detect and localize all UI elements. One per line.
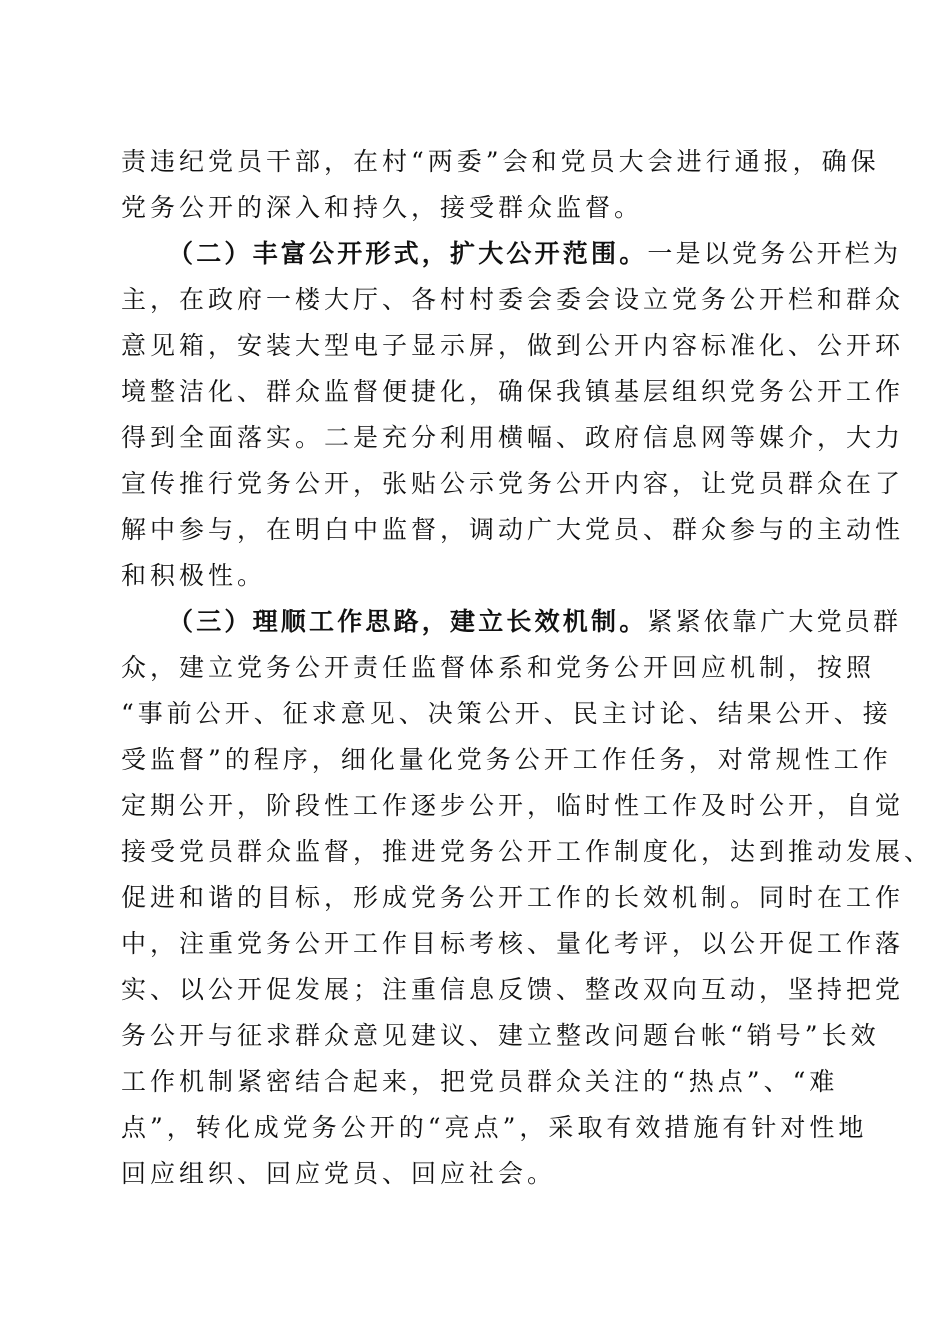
text-line: 党务公开的深入和持久，接受群众监督。 [121,193,644,222]
text-line: “事前公开、征求意见、决策公开、民主讨论、结果公开、接 [121,699,892,728]
text-line: 受监督”的程序，细化量化党务公开工作任务，对常规性工作 [121,745,892,774]
paragraph-first-line [168,232,908,276]
text-line: 接受党员群众监督，推进党务公开工作制度化，达到推动发展、 [121,837,934,866]
text-line: 责违纪党员干部，在村“两委”会和党员大会进行通报，确保 [121,147,880,176]
section-heading-3: （三）理顺工作思路，建立长效机制。 [168,607,648,636]
text-line: 境整洁化、群众监督便捷化，确保我镇基层组织党务公开工作 [121,377,905,406]
text-line: 主，在政府一楼大厅、各村村委会委会设立党务公开栏和群众 [121,285,905,314]
section-heading-2: （二）丰富公开形式，扩大公开范围。 [168,239,648,268]
text-line: 众，建立党务公开责任监督体系和党务公开回应机制，按照 [121,653,876,682]
text-line: 定期公开，阶段性工作逐步公开，临时性工作及时公开，自觉 [121,791,905,820]
text-run: 紧紧依靠广大党员群 [647,607,902,636]
text-run: 一是以党务公开栏为 [647,239,902,268]
text-line: 促进和谐的目标，形成党务公开工作的长效机制。同时在工作 [121,883,905,912]
text-line: 解中参与，在明白中监督，调动广大党员、群众参与的主动性 [121,515,905,544]
text-line: 中，注重党务公开工作目标考核、量化考评，以公开促工作落 [121,929,905,958]
text-line: 回应组织、回应党员、回应社会。 [121,1159,557,1188]
text-line: 宣传推行党务公开，张贴公示党务公开内容，让党员群众在了 [121,469,905,498]
text-line: 意见箱，安装大型电子显示屏，做到公开内容标准化、公开环 [121,331,905,360]
text-line: 实、以公开促发展；注重信息反馈、整改双向互动，坚持把党 [121,975,905,1004]
text-line: 务公开与征求群众意见建议、建立整改问题台帐“销号”长效 [121,1021,880,1050]
paragraph-first-line [168,600,908,644]
text-line: 工作机制紧密结合起来，把党员群众关注的“热点”、“难 [121,1067,839,1096]
text-line: 和积极性。 [121,561,267,590]
text-line: 点”，转化成党务公开的“亮点”，采取有效措施有针对性地 [121,1113,868,1142]
text-line: 得到全面落实。二是充分利用横幅、政府信息网等媒介，大力 [121,423,905,452]
